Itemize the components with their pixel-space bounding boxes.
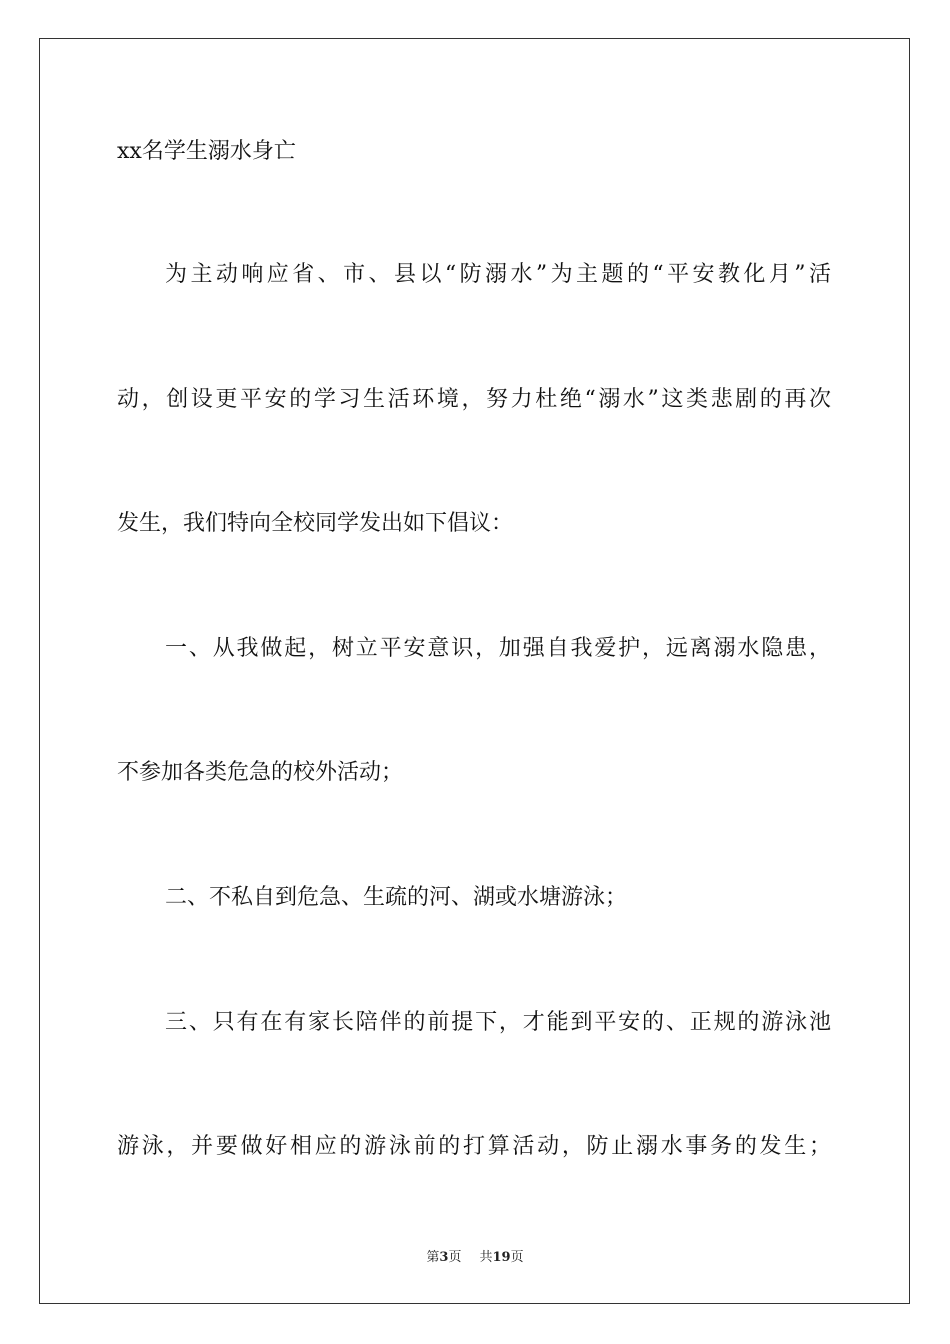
- footer-page-suffix: 页: [448, 1250, 462, 1265]
- paragraph-line: 动，创设更平安的学习生活环境，努力杜绝“溺水”这类悲剧的再次: [117, 387, 831, 412]
- paragraph-line: 三、只有在有家长陪伴的前提下，才能到平安的、正规的游泳池: [165, 1010, 831, 1035]
- paragraph-line: 一、从我做起，树立平安意识，加强自我爱护，远离溺水隐患，: [165, 636, 831, 661]
- footer-page-prefix: 第: [426, 1250, 440, 1265]
- document-page: [39, 38, 910, 1304]
- paragraph-line: 为主动响应省、市、县以“防溺水”为主题的“平安教化月”活: [165, 262, 831, 287]
- paragraph-line: 不参加各类危急的校外活动；: [117, 760, 404, 785]
- paragraph-line: 游泳，并要做好相应的游泳前的打算活动，防止溺水事务的发生；: [117, 1134, 831, 1159]
- footer-page-current: 3: [439, 1250, 449, 1265]
- footer-page-total: 19: [492, 1250, 511, 1265]
- paragraph-line: 发生，我们特向全校同学发出如下倡议：: [117, 511, 514, 536]
- footer-total-prefix: 共: [479, 1250, 493, 1265]
- paragraph-line: 二、不私自到危急、生疏的河、湖或水塘游泳；: [165, 885, 628, 910]
- page-footer: [0, 1246, 950, 1265]
- footer-total-suffix: 页: [510, 1250, 524, 1265]
- document-title: xx名学生溺水身亡: [117, 139, 296, 164]
